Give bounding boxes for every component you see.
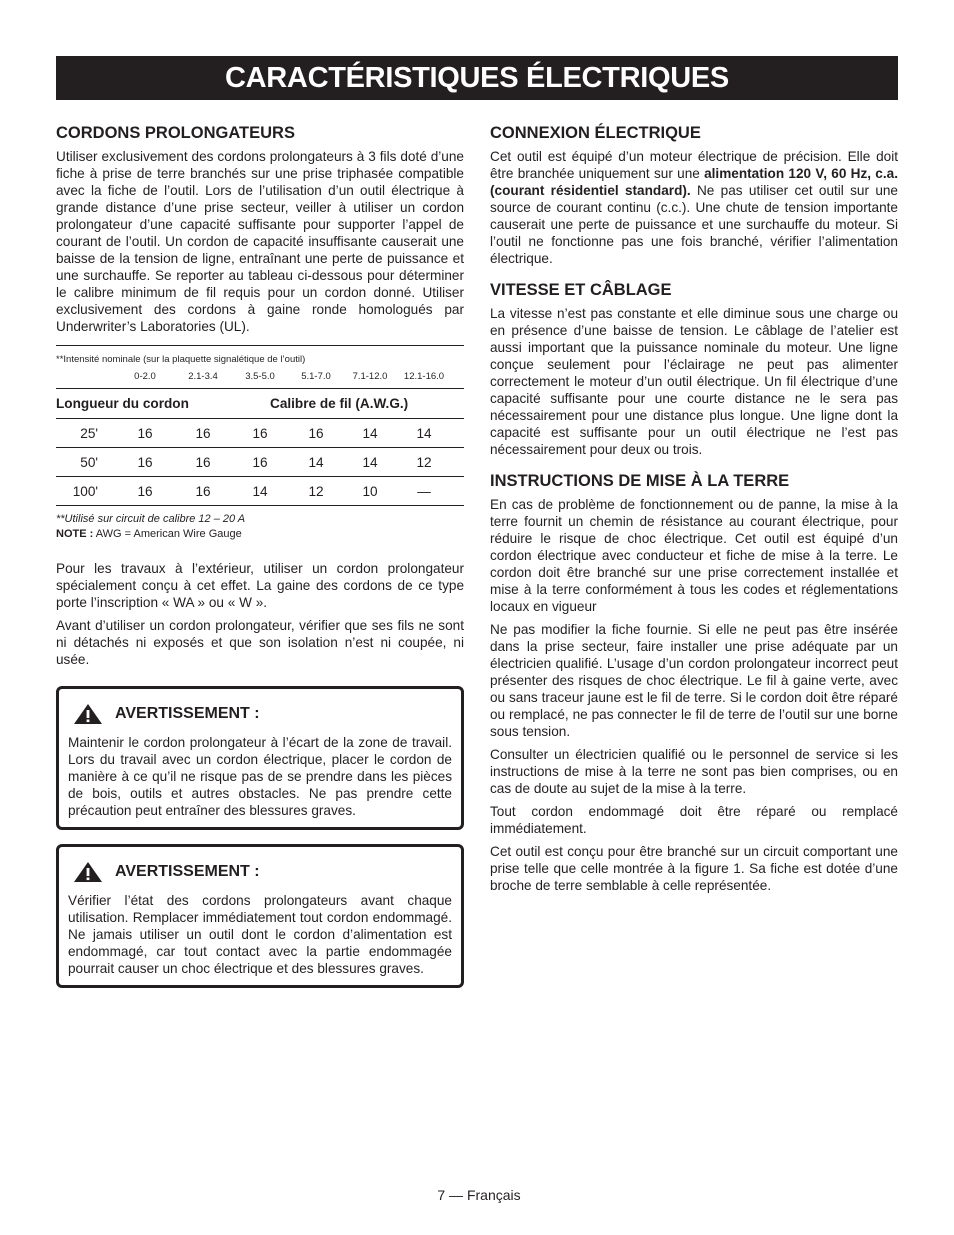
terre-heading: INSTRUCTIONS DE MISE À LA TERRE <box>490 472 790 490</box>
warning-text: Maintenir le cordon prolongateur à l’écart de la zone de travail. Lors du travail avec un cordon électrique, placer le cordon de manière à ce qu’il ne risque pas de se prendre dans les pièces de bois, outils et autres obstacles. Ne pas prendre cette précaution peut entraîner des blessures graves. <box>68 735 452 818</box>
cell: 16 <box>137 454 153 470</box>
cell: 16 <box>195 483 211 499</box>
length-header: Longueur du cordon <box>56 396 189 411</box>
warning-triangle-icon <box>73 861 103 883</box>
note-label: NOTE : <box>56 528 94 540</box>
warning-title <box>73 861 452 883</box>
page-number: 7 — Français <box>437 1187 521 1203</box>
terre-paragraph: En cas de problème de fonctionnement ou de panne, la mise à la terre fournit un chemin de résistance au courant électrique, pour réduire le risque de choc électrique. Cet outil est équipé d’un cordon électrique avec conducteur et fiche de mise à la terre. Le cordon doit être branché sur une prise correctement installée et mise à la terre conformément à tous les codes et réglementations locaux en vigueur <box>490 497 898 614</box>
section-cordons <box>56 124 464 335</box>
cell: — <box>417 483 431 499</box>
footnote-awg <box>56 527 464 542</box>
cell-length: 50' <box>80 454 98 470</box>
terre-paragraph: Consulter un électricien qualifié ou le personnel de service si les instructions de mise à la terre ne sont pas bien comprises, ou en cas de doute au sujet de la mise à la terre. <box>490 747 898 796</box>
cell-length: 25' <box>80 425 98 441</box>
right-column <box>490 124 898 908</box>
terre-paragraph: Tout cordon endommagé doit être réparé ou remplacé immédiatement. <box>490 804 898 836</box>
cell: 14 <box>252 483 268 499</box>
terre-paragraph: Cet outil est conçu pour être branché sur un circuit comportant une prise telle que celle montrée à la figure 1. Sa fiche est dotée d’une broche de terre semblable à celle représentée. <box>490 844 898 893</box>
cordons-paragraph: Utiliser exclusivement des cordons prolongateurs à 3 fils doté d’une fiche à prise de terre branchés sur une prise triphasée compatible avec la fiche de l’outil. Lors de l’utilisation d’un outil électrique à grande distance d’une prise secteur, veiller à utiliser un cordon prolongateur d’une capacité suffisante pour supporter l’appel de courant de l’outil. Un cordon de capacité insuffisante causerait une baisse de la tension de ligne, entraînant une perte de puissance et une surchauffe. Se reporter au tableau ci-dessous pour déterminer le calibre minimum de fil requis pour un cordon donné. Utiliser exclusivement des cordons à gaine ronde homologués par Underwriter’s Laboratories (UL). <box>56 149 464 334</box>
warning-label: AVERTISSEMENT : <box>115 705 260 722</box>
cell-length: 100' <box>72 483 98 499</box>
cell: 14 <box>308 454 324 470</box>
section-connexion <box>490 124 898 267</box>
cell: 14 <box>416 425 432 441</box>
cell: 12 <box>308 483 324 499</box>
cell: 16 <box>195 454 211 470</box>
warning-title <box>73 703 452 725</box>
warning-label: AVERTISSEMENT : <box>115 863 260 880</box>
warning-text: Vérifier l’état des cordons prolongateurs avant chaque utilisation. Remplacer immédiatement tout cordon endommagé. Ne jamais utiliser un outil dont le cordon d’alimentation est endommagé, car tout contact avec la partie endommagée pourrait causer un choc électrique et des blessures graves. <box>68 893 452 976</box>
connexion-text-after: Ne pas utiliser cet outil sur une source de courant continu (c.c.). Une chute de tension importante causerait une perte de puissance et une surchauffe du moteur. Si l’outil ne fonctionne pas une fois branché, vérifier l’alimentation électrique. <box>490 183 898 266</box>
amp-range: 0-2.0 <box>134 371 156 382</box>
outdoor-paragraph: Pour les travaux à l’extérieur, utiliser un cordon prolongateur spécialement conçu à cet effet. La gaine des cordons de ce type porte l’inscription « WA » ou « W ». <box>56 561 464 610</box>
connexion-heading: CONNEXION ÉLECTRIQUE <box>490 124 701 142</box>
amp-range: 2.1-3.4 <box>188 371 218 382</box>
amp-range-row <box>56 370 464 384</box>
connexion-bold: alimentation 120 V, 60 Hz, c.a. (courant résidentiel standard). <box>490 166 898 198</box>
inspect-paragraph: Avant d’utiliser un cordon prolongateur, vérifier que ses fils ne sont ni détachés ni exposés et que son isolation n’est ni coupée, ni usée. <box>56 618 464 667</box>
warning-triangle-icon <box>73 703 103 725</box>
footnote-circuit: **Utilisé sur circuit de calibre 12 – 20 A <box>56 513 246 525</box>
terre-paragraph: Ne pas modifier la fiche fournie. Si elle ne peut pas être insérée dans la prise secteur, faire installer une prise adéquate par un électricien qualifié. L’usage d’un cordon prolongateur incorrect peut présenter des risques de choc électrique. Le fil à gaine verte, avec ou sans traceur jaune est le fil de terre. Si le cordon doit être réparé ou remplacé, ne pas connecter le fil de terre de l’outil sur une borne sous tension. <box>490 622 898 739</box>
left-column <box>56 124 464 1002</box>
amp-range: 7.1-12.0 <box>352 371 388 382</box>
connexion-paragraph <box>490 148 898 267</box>
wire-gauge-table <box>56 345 464 506</box>
section-terre <box>490 472 898 894</box>
cell: 16 <box>252 425 268 441</box>
amp-range: 5.1-7.0 <box>301 371 331 382</box>
cell: 16 <box>252 454 268 470</box>
cordons-heading: CORDONS PROLONGATEURS <box>56 124 295 142</box>
amp-range: 3.5-5.0 <box>245 371 275 382</box>
cell: 12 <box>416 454 432 470</box>
vitesse-paragraph: La vitesse n’est pas constante et elle diminue sous une charge ou en présence d’une baisse de tension. Le câblage de l’atelier est aussi important que la puissance nominale du moteur. Une ligne conçue seulement pour l’éclairage ne peut pas alimenter correctement le moteur d’un outil électrique. Un fil électrique d’une capacité suffisante pour une courte distance ne le sera pas nécessairement pour une distance plus longue. Une ligne dont la capacité est suffisante pour un outil électrique ne l’est pas nécessairement pour deux ou trois. <box>490 306 898 457</box>
table-row <box>56 477 464 505</box>
cell: 14 <box>362 425 378 441</box>
cell: 16 <box>195 425 211 441</box>
vitesse-heading: VITESSE ET CÂBLAGE <box>490 281 672 299</box>
note-text: AWG = American Wire Gauge <box>93 528 242 540</box>
connexion-text: Cet outil est équipé d’un moteur électrique de précision. Elle doit être branchée uniquement sur une <box>490 149 898 181</box>
gauge-header: Calibre de fil (A.W.G.) <box>270 396 409 411</box>
warning-box <box>56 686 464 830</box>
table-footnote <box>56 512 464 542</box>
section-vitesse <box>490 281 898 458</box>
cell: 14 <box>362 454 378 470</box>
table-note: **Intensité nominale (sur la plaquette signalétique de l’outil) <box>56 354 306 365</box>
cell: 16 <box>308 425 324 441</box>
table-row <box>56 419 464 448</box>
warning-box <box>56 844 464 988</box>
table-header <box>56 388 464 419</box>
cell: 10 <box>362 483 378 499</box>
table-row <box>56 448 464 477</box>
page-title: CARACTÉRISTIQUES ÉLECTRIQUES <box>56 56 898 100</box>
amp-range: 12.1-16.0 <box>403 371 445 382</box>
cell: 16 <box>137 425 153 441</box>
cell: 16 <box>137 483 153 499</box>
